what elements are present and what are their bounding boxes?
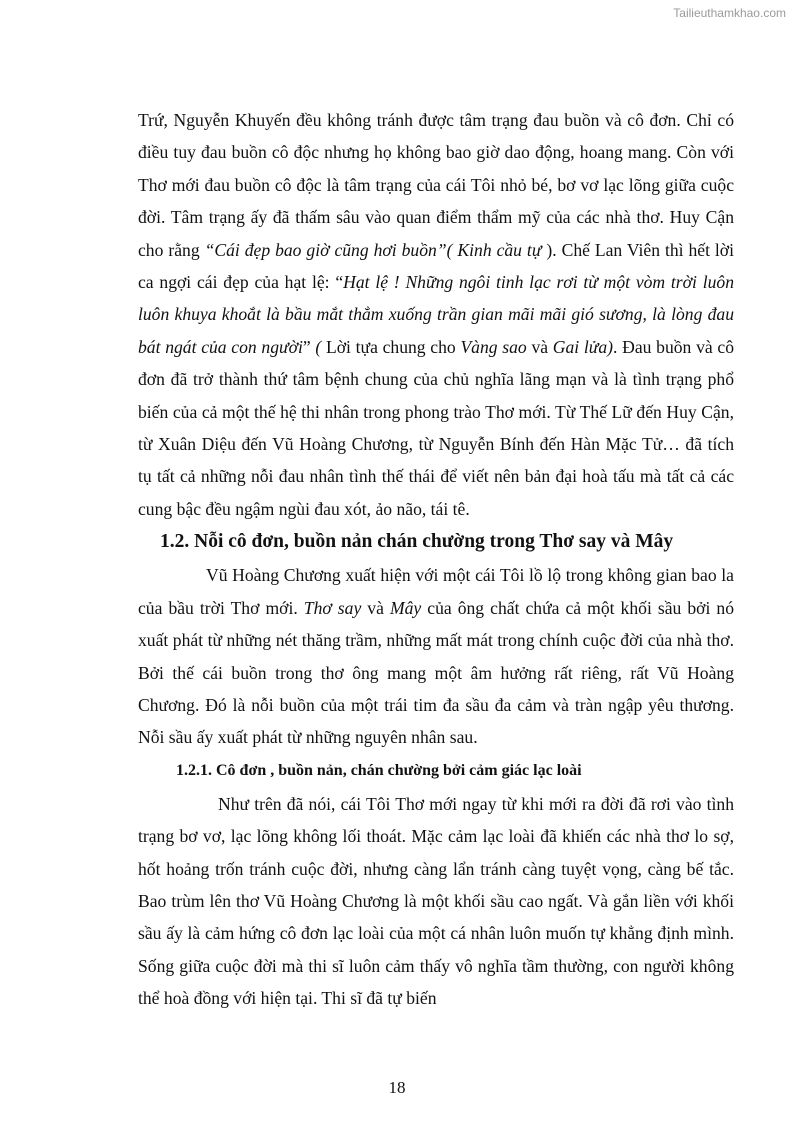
book-title: Vàng sao (460, 336, 527, 357)
text-run: . Đau buồn và cô đơn đã trở thành thứ tâm bệnh chung của chủ nghĩa lãng mạn và là tình trạng phổ biến của cả một thế hệ thi nhân trong phong trào Thơ mới. Từ Thế Lữ đến Huy Cận, từ Xuân Diệu đến Vũ Hoàng Chương, từ Nguyễn Bính đến Hàn Mặc Tử… đã tích tụ tất cả những nỗi đau nhân tình thế thái để viết nên bản đại hoà tấu mà tất cả các cung bậc đều ngậm ngùi đau xót, ảo não, tái tê. (138, 336, 734, 519)
page-number: 18 (388, 1078, 406, 1097)
book-title: Mây (389, 597, 422, 618)
quote-italic: Hạt lệ ! Những ngôi tinh lạc rơi từ một vòm trời luôn luôn khuya khoắt là bầu mắt thẳm xuống trần gian mãi mãi gió sương, là lòng đau bát ngát của con người (138, 272, 735, 357)
quote-italic: “Cái đẹp bao giờ cũng hơi buồn”( Kinh cầu tự (204, 239, 542, 260)
section-heading-1-2: 1.2. Nỗi cô đơn, buồn nản chán chường trong Thơ say và Mây (160, 531, 674, 553)
book-title: Thơ say (303, 597, 362, 618)
paragraph-intro (138, 104, 734, 525)
page-body (138, 104, 734, 1015)
subsection-heading-1-2-1: 1.2.1. Cô đơn , buồn nản, chán chường bởi cảm giác lạc loài (176, 761, 582, 779)
paragraph-section-1-2 (138, 559, 734, 753)
text-italic: ( (315, 336, 326, 357)
text-run: và (361, 597, 390, 618)
text-run: Lời tựa chung cho (326, 336, 461, 357)
text-run: ” (302, 336, 316, 357)
watermark: Tailieuthamkhao.com (673, 6, 786, 20)
text-run: ). Chế Lan Viên thì hết lời ca ngợi cái đẹp của hạt lệ: “ (138, 239, 734, 293)
text-run: của ông chất chứa cả một khối sầu bởi nó xuất phát từ những nét thăng trầm, những mất mát trong chính cuộc đời của nhà thơ. Bởi thế cái buồn trong thơ ông mang một âm hưởng rất riêng, rất Vũ Hoàng Chương. Đó là nỗi buồn của một trái tim đa sầu đa cảm và tràn ngập yêu thương. Nỗi sầu ấy xuất phát từ những nguyên nhân sau. (138, 597, 734, 748)
text-run: Trứ, Nguyễn Khuyến đều không tránh được tâm trạng đau buồn và cô đơn. Chỉ có điều tuy đau buồn cô độc nhưng họ không bao giờ dao động, hoang mang. Còn với Thơ mới đau buồn cô độc là tâm trạng của cái Tôi nhỏ bé, bơ vơ lạc lõng giữa cuộc đời. Tâm trạng ấy đã thấm sâu vào quan điểm thẩm mỹ của các nhà thơ. Huy Cận cho rằng (138, 110, 734, 260)
text-run: Vũ Hoàng Chương xuất hiện với một cái Tôi lồ lộ trong không gian bao la của bầu trời Thơ mới. (138, 565, 734, 618)
book-title: Gai lửa) (552, 336, 614, 357)
text-run: và (526, 336, 553, 357)
paragraph-subsection-1-2-1: Như trên đã nói, cái Tôi Thơ mới ngay từ khi mới ra đời đã rơi vào tình trạng bơ vơ, lạc lõng không lối thoát. Mặc cảm lạc loài đã khiến các nhà thơ lo sợ, hốt hoảng trốn tránh cuộc đời, nhưng càng lẩn tránh càng tuyệt vọng, càng bế tắc. Bao trùm lên thơ Vũ Hoàng Chương là một khối sầu cao ngất. Và gắn liền với khối sầu ấy là cảm hứng cô đơn lạc loài của một cá nhân luôn muốn tự khẳng định mình. Sống giữa cuộc đời mà thi sĩ luôn cảm thấy vô nghĩa tầm thường, con người không thể hoà đồng với hiện tại. Thi sĩ đã tự biến (138, 793, 734, 1009)
